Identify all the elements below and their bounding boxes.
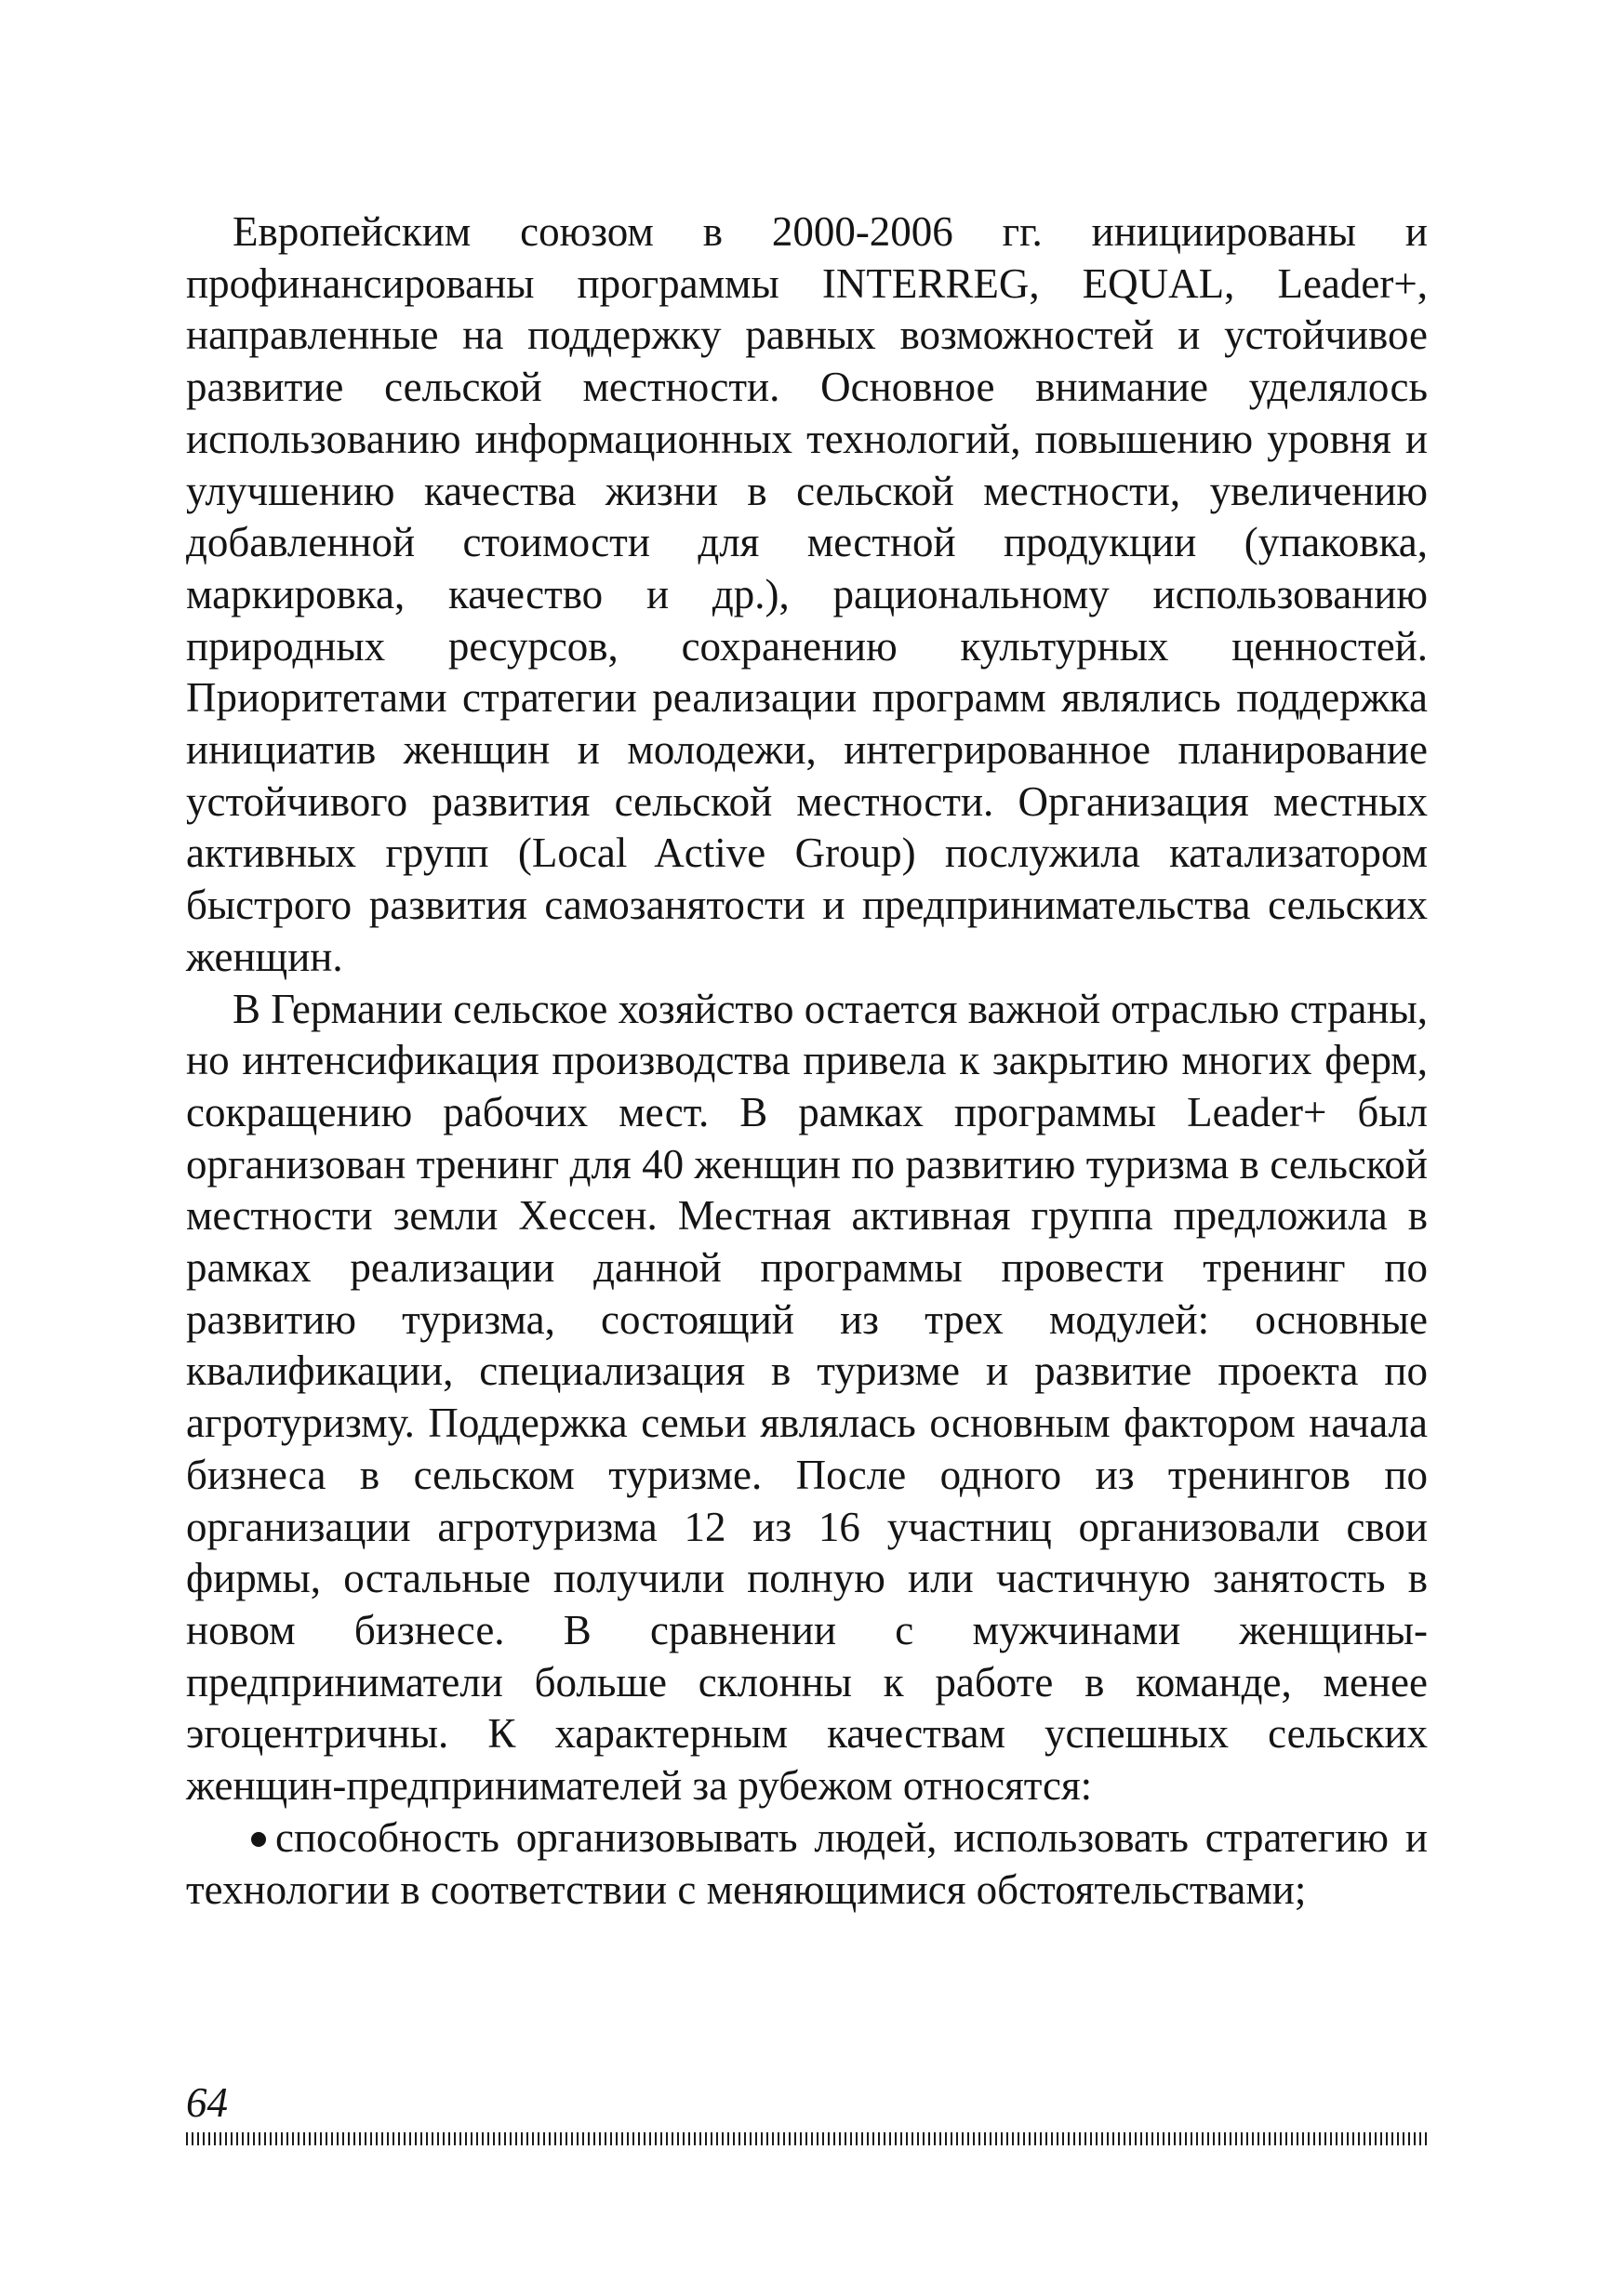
bullet-icon [251, 1832, 266, 1847]
footer-rule [186, 2132, 1428, 2145]
paragraph-eu-programs: Европейским союзом в 2000-2006 гг. инициированы и профинансированы программы INTERREG, EQUAL, Leader+, направленные на поддержку равных возможностей и устойчивое развитие сельской местности. Основное внимание уделялось использованию информационных технологий, повышению уровня и улучшению качества жизни в сельской местности, увеличению добавленной стоимости для местной продукции (упаковка, маркировка, качество и др.), рациональному использованию природных ресурсов, сохранению культурных ценностей. Приоритетами стратегии реализации программ являлись поддержка инициатив женщин и молодежи, интегрированное планирование устойчивого развития сельской местности. Организация местных активных групп (Local Active Group) послужила катализатором быстрого развития самозанятости и предпринимательства сельских женщин. [186, 208, 1428, 980]
page-number: 64 [186, 2079, 228, 2126]
body-text [186, 206, 1428, 1916]
paragraph-germany: В Германии сельское хозяйство остается важной отраслью страны, но интенсификация производства привела к закрытию многих ферм, сокращению рабочих мест. В рамках программы Leader+ был организован тренинг для 40 женщин по развитию туризма в сельской местности земли Хессен. Местная активная группа предложила в рамках реализации данной программы провести тренинг по развитию туризма, состоящий из трех модулей: основные квалификации, специализация в туризме и развитие проекта по агротуризму. Поддержка семьи являлась основным фактором начала бизнеса в сельском туризме. После одного из тренингов по организации агротуризма 12 из 16 участниц организовали свои фирмы, остальные получили полную или частичную занятость в новом бизнесе. В сравнении с мужчинами женщины-предприниматели больше склонны к работе в команде, менее эгоцентричны. К характерным качествам успешных сельских женщин-предпринимателей за рубежом относятся: [186, 985, 1428, 1810]
bullet-text: способность организовывать людей, использовать стратегию и технологии в соответствии с меняющимися обстоятельствами; [186, 1813, 1428, 1913]
bullet-item [186, 1812, 1428, 1916]
